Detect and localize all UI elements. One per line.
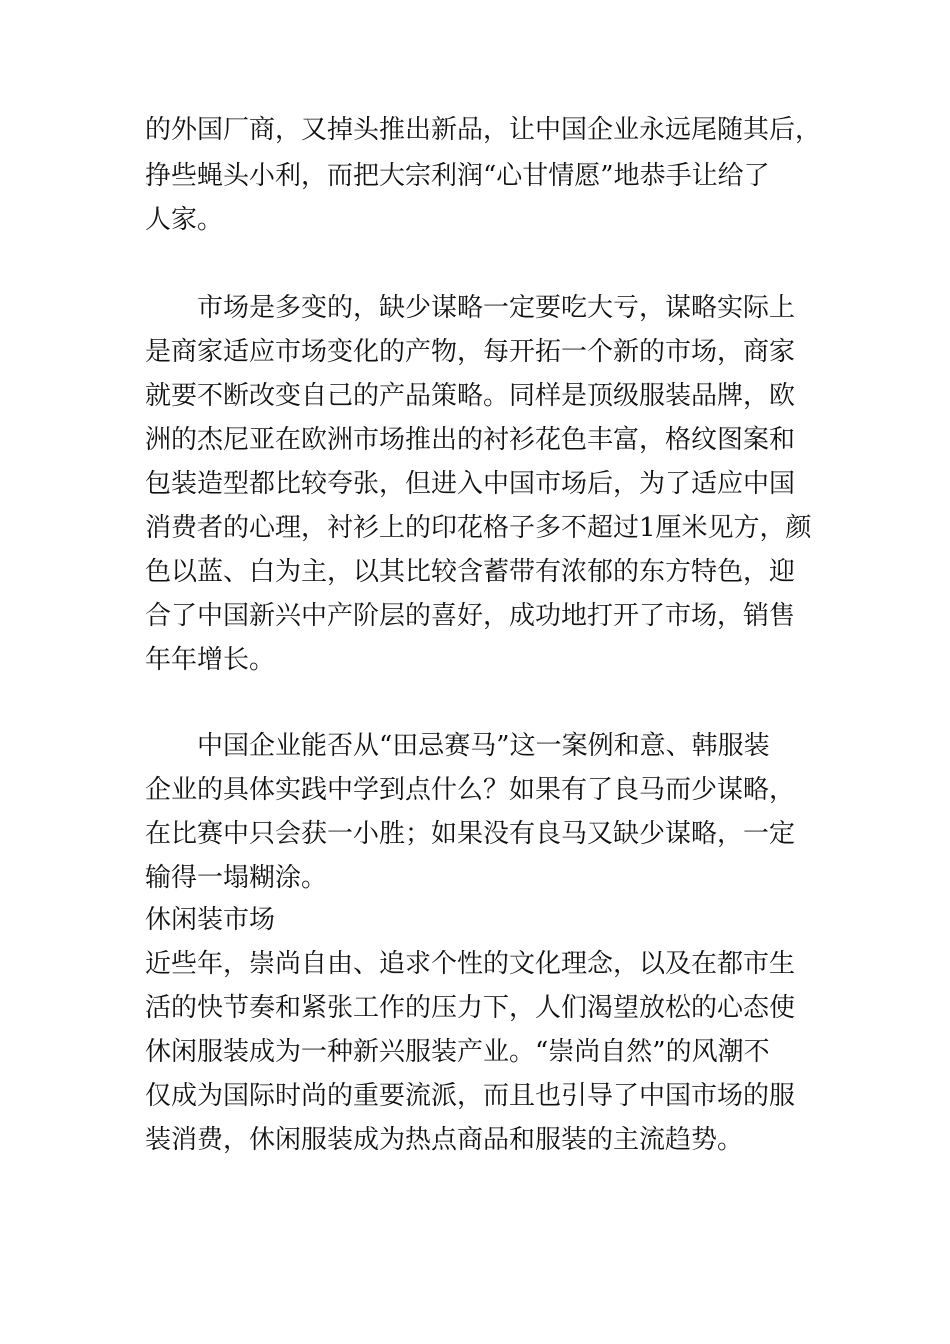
text-line: 在比赛中只会获一小胜；如果没有良马又缺少谋略，一定: [145, 819, 796, 849]
text-line: 中国企业能否从“田忌赛马”这一案例和意、韩服装: [197, 731, 770, 761]
text-line: 活的快节奏和紧张工作的压力下，人们渴望放松的心态使: [145, 993, 796, 1023]
text-line: 色以蓝、白为主，以其比较含蓄带有浓郁的东方特色，迎: [145, 557, 796, 587]
text-line: 装消费，休闲服装成为热点商品和服装的主流趋势。: [145, 1125, 744, 1155]
text-line: 包装造型都比较夸张，但进入中国市场后，为了适应中国: [145, 469, 796, 499]
text-line: 休闲服装成为一种新兴服装产业。“崇尚自然”的风潮不: [145, 1037, 770, 1067]
text-line: 年年增长。: [145, 645, 276, 675]
text-line: 洲的杰尼亚在欧洲市场推出的衬衫花色丰富，格纹图案和: [145, 425, 796, 455]
text-line: 消费者的心理，衬衫上的印花格子多不超过1厘米见方，颜: [145, 513, 812, 543]
text-line: 挣些蝇头小利，而把大宗利润“心甘情愿”地恭手让给了: [145, 161, 770, 191]
text-line: 人家。: [145, 205, 224, 235]
text-line: 就要不断改变自己的产品策略。同样是顶级服装品牌，欧: [145, 381, 796, 411]
text-line: 是商家适应市场变化的产物，每开拓一个新的市场，商家: [145, 337, 796, 367]
text-line: 企业的具体实践中学到点什么？如果有了良马而少谋略，: [145, 775, 796, 805]
text-line: 输得一塌糊涂。: [145, 863, 328, 893]
text-line: 近些年，崇尚自由、追求个性的文化理念，以及在都市生: [145, 949, 796, 979]
text-line: 仅成为国际时尚的重要流派，而且也引导了中国市场的服: [145, 1081, 796, 1111]
text-line: 的外国厂商，又掉头推出新品，让中国企业永远尾随其后，: [145, 115, 822, 145]
section-heading: 休闲装市场: [145, 905, 276, 935]
text-line: 市场是多变的，缺少谋略一定要吃大亏，谋略实际上: [197, 293, 796, 323]
text-line: 合了中国新兴中产阶层的喜好，成功地打开了市场，销售: [145, 601, 796, 631]
